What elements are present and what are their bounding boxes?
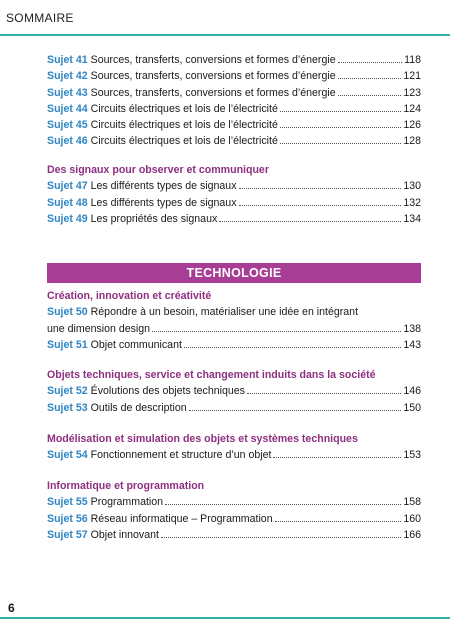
toc-group-signals: [47, 162, 421, 227]
subject-number: Sujet 43: [47, 86, 88, 99]
page-number: 146: [403, 385, 421, 398]
toc-entry[interactable]: [47, 52, 421, 68]
section-heading: Des signaux pour observer et communiquer: [47, 164, 269, 176]
section-heading: Informatique et programmation: [47, 480, 205, 492]
subject-number: Sujet 53: [47, 401, 88, 414]
page-title: SOMMAIRE: [6, 11, 74, 25]
dot-leader: [273, 457, 401, 458]
subject-number: Sujet 44: [47, 102, 88, 115]
subject-title: Circuits électriques et lois de l’électricité: [90, 119, 278, 132]
page-number: 143: [403, 338, 421, 351]
toc-group-informatique: [47, 478, 421, 543]
toc-group-objets: [47, 367, 421, 416]
subject-title: Objet innovant: [90, 528, 159, 541]
dot-leader: [275, 521, 402, 522]
toc-entry[interactable]: [47, 494, 421, 510]
page-number: 150: [403, 401, 421, 414]
subject-number: Sujet 55: [47, 496, 88, 509]
subject-title: Sources, transferts, conversions et formes d’énergie: [90, 70, 336, 83]
subject-number: Sujet 46: [47, 135, 88, 148]
page-number: 160: [403, 512, 421, 525]
dot-leader: [189, 410, 402, 411]
dot-leader: [247, 393, 401, 394]
dot-leader: [239, 188, 402, 189]
page-number: 121: [403, 70, 421, 83]
toc-entry[interactable]: [47, 511, 421, 527]
dot-leader: [165, 504, 401, 505]
toc-entry[interactable]: [47, 195, 421, 211]
subject-title: Circuits électriques et lois de l’électricité: [90, 135, 278, 148]
toc-group-creation: [47, 288, 421, 353]
page-number: 128: [403, 135, 421, 148]
subject-title: Outils de description: [90, 401, 187, 414]
subject-title: Les différents types de signaux: [90, 196, 237, 209]
subject-number: Sujet 57: [47, 528, 88, 541]
dot-leader: [152, 331, 401, 332]
toc-entry[interactable]: [47, 337, 421, 353]
dot-leader: [161, 537, 401, 538]
toc-entry[interactable]: [47, 178, 421, 194]
subject-title: Les propriétés des signaux: [90, 212, 218, 225]
subject-number: Sujet 41: [47, 54, 88, 66]
footer-page-number: 6: [8, 601, 15, 615]
page-header: [0, 0, 450, 38]
subject-title: Les différents types de signaux: [90, 180, 237, 193]
page-number: 118: [404, 54, 421, 66]
dot-leader: [184, 347, 401, 348]
subject-title: Circuits électriques et lois de l’électricité: [90, 102, 278, 115]
toc-group-energy: [47, 52, 421, 150]
section-heading: Modélisation et simulation des objets et systèmes techniques: [47, 433, 358, 445]
subject-title: Objet communicant: [90, 338, 182, 351]
section-banner: TECHNOLOGIE: [47, 263, 421, 283]
page-number: 134: [403, 212, 421, 225]
toc-entry[interactable]: [47, 133, 421, 149]
dot-leader: [219, 221, 401, 222]
page-number: 130: [403, 180, 421, 193]
page-number: 138: [403, 322, 421, 335]
dot-leader: [338, 62, 403, 63]
subject-title: Sources, transferts, conversions et formes d’énergie: [90, 86, 336, 99]
subject-number: Sujet 54: [47, 449, 88, 462]
toc-entry[interactable]: [47, 447, 421, 463]
toc-entry[interactable]: [47, 85, 421, 101]
toc-entry[interactable]: [47, 117, 421, 133]
subject-title: Programmation: [90, 496, 164, 509]
toc-group-modelisation: [47, 431, 421, 464]
page-number: 132: [403, 196, 421, 209]
toc-entry[interactable]: [47, 68, 421, 84]
page-number: 158: [403, 496, 421, 509]
dot-leader: [280, 111, 401, 112]
toc-entry[interactable]: [47, 101, 421, 117]
subject-title: Réseau informatique – Programmation: [90, 512, 273, 525]
section-heading: Objets techniques, service et changement induits dans la société: [47, 369, 376, 381]
subject-number: Sujet 52: [47, 385, 88, 398]
subject-number: Sujet 51: [47, 338, 88, 351]
toc-entry[interactable]: [47, 400, 421, 416]
subject-number: Sujet 56: [47, 512, 88, 525]
subject-title: Répondre à un besoin, matérialiser une idée en intégrant: [90, 306, 359, 319]
subject-number: Sujet 49: [47, 212, 88, 225]
subject-number: Sujet 48: [47, 196, 88, 209]
header-rule: [0, 34, 450, 36]
dot-leader: [338, 95, 402, 96]
dot-leader: [280, 143, 401, 144]
toc-entry-continuation[interactable]: [47, 321, 421, 337]
footer-rule: [0, 617, 450, 619]
subject-number: Sujet 47: [47, 180, 88, 193]
page-number: 123: [403, 86, 421, 99]
toc-entry[interactable]: [47, 211, 421, 227]
section-heading: Création, innovation et créativité: [47, 290, 212, 302]
dot-leader: [239, 205, 402, 206]
subject-number: Sujet 45: [47, 119, 88, 132]
subject-title-continued: une dimension design: [47, 322, 151, 335]
page-number: 126: [403, 119, 421, 132]
subject-number: Sujet 50: [47, 306, 88, 319]
toc-entry[interactable]: [47, 527, 421, 543]
toc-entry[interactable]: [47, 383, 421, 399]
dot-leader: [338, 78, 402, 79]
dot-leader: [280, 127, 401, 128]
subject-title: Fonctionnement et structure d’un objet: [90, 449, 272, 462]
subject-title: Évolutions des objets techniques: [90, 385, 245, 398]
page-number: 166: [403, 528, 421, 541]
page-number: 153: [403, 449, 421, 462]
subject-number: Sujet 42: [47, 70, 88, 83]
page-number: 124: [403, 102, 421, 115]
toc-entry[interactable]: [47, 304, 421, 320]
subject-title: Sources, transferts, conversions et formes d’énergie: [90, 54, 336, 66]
